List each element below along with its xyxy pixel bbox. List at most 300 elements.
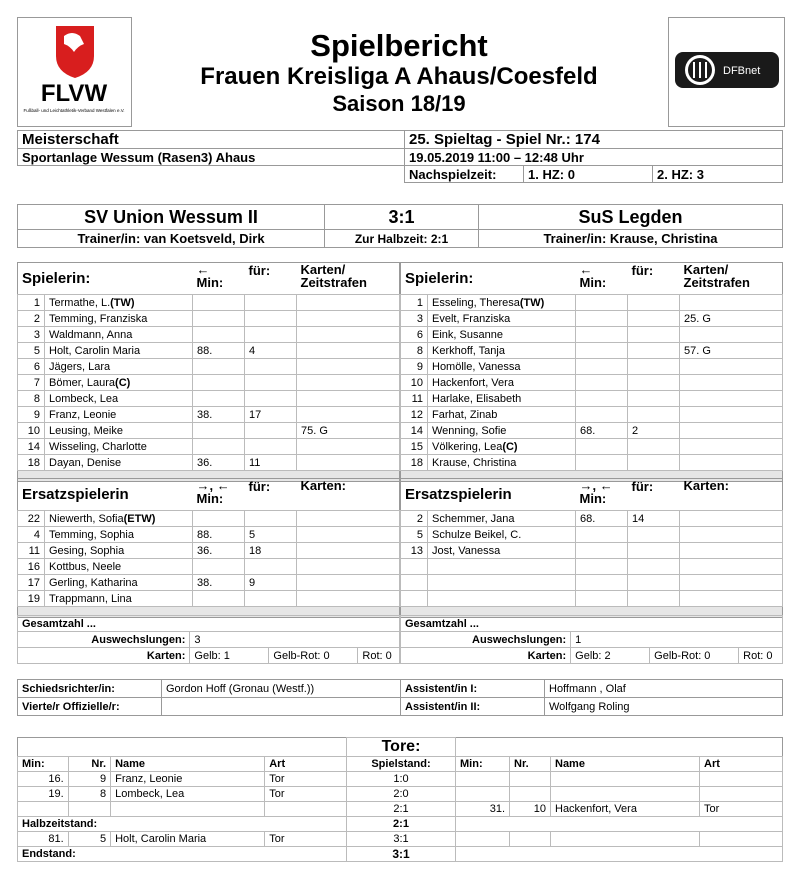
player-row: [401, 423, 783, 439]
goal-home-number: 8: [68, 787, 110, 802]
player-sub-for: [245, 375, 297, 391]
player-name: [45, 575, 193, 591]
goals-col-name-away: Name: [551, 757, 700, 772]
player-name: [45, 343, 193, 359]
goal-score: 2:0: [347, 787, 456, 802]
player-number: 8: [401, 343, 428, 359]
home-subs-count: 3: [190, 632, 400, 648]
away-coach: Trainer/in: Krause, Christina: [479, 230, 783, 248]
player-cards: [680, 391, 783, 407]
home-cards-label: Karten:: [18, 648, 190, 664]
player-name-text: Hackenfort, Vera: [432, 376, 514, 389]
player-sub-minute: 88.: [193, 527, 245, 543]
player-name: [428, 407, 576, 423]
player-number: 11: [18, 543, 45, 559]
goal-away-number: [510, 772, 551, 787]
player-sub-minute: 38.: [193, 407, 245, 423]
player-name-text: Franz, Leonie: [49, 408, 117, 421]
assistant1-label: Assistent/in I:: [401, 680, 545, 698]
player-name-text: Kerkhoff, Tanja: [432, 344, 505, 357]
player-sub-for: [628, 343, 680, 359]
player-number: 18: [18, 455, 45, 471]
goal-away-name: [551, 787, 700, 802]
player-row: [401, 327, 783, 343]
player-sub-for: [628, 391, 680, 407]
player-name-text: Termathe, L.: [49, 296, 111, 309]
matchday: 25. Spieltag - Spiel Nr.: 174: [405, 131, 783, 149]
player-row: [18, 543, 400, 559]
player-number: 3: [18, 327, 45, 343]
player-cards: [680, 527, 783, 543]
player-row: [18, 295, 400, 311]
away-subs-header-min: →, ← Min:: [579, 478, 613, 506]
player-sub-minute: [576, 439, 628, 455]
goal-away-number: 10: [510, 802, 551, 817]
match-info: [17, 130, 783, 183]
player-number: 10: [18, 423, 45, 439]
home-subs-header-cards: Karten:: [300, 478, 347, 493]
player-number: 13: [401, 543, 428, 559]
player-sub-minute: [193, 439, 245, 455]
away-team: SuS Legden: [479, 205, 783, 230]
player-sub-minute: 36.: [193, 543, 245, 559]
player-row: [401, 311, 783, 327]
player-sub-minute: [193, 359, 245, 375]
away-players-header-for: für:: [631, 263, 654, 278]
goal-away-minute: [456, 787, 510, 802]
flvw-logo-text: FLVW: [40, 80, 108, 107]
player-sub-minute: 68.: [576, 423, 628, 439]
player-name-text: Gesing, Sophia: [49, 544, 125, 557]
player-row: [401, 575, 783, 591]
goal-home-type: Tor: [265, 772, 347, 787]
player-name: [428, 311, 576, 327]
player-number: 19: [18, 591, 45, 607]
goal-away-name: Hackenfort, Vera: [551, 802, 700, 817]
away-yellow: Gelb: 2: [571, 648, 650, 664]
player-sub-minute: [576, 343, 628, 359]
player-number: 18: [401, 455, 428, 471]
player-sub-for: [628, 575, 680, 591]
player-name: [45, 511, 193, 527]
player-sub-minute: [576, 407, 628, 423]
player-name-text: Temming, Sophia: [49, 528, 134, 541]
home-total-label: Gesamtzahl ...: [18, 616, 400, 632]
player-sub-minute: [193, 375, 245, 391]
player-number: [401, 575, 428, 591]
player-role-tag: (ETW): [123, 512, 156, 525]
extra-time-h1: 1. HZ: 0: [524, 166, 653, 183]
player-row: [401, 295, 783, 311]
final-score: 3:1: [325, 205, 479, 230]
player-row: [18, 527, 400, 543]
assistant1-name: Hoffmann , Olaf: [545, 680, 783, 698]
home-subs-header-for: für:: [248, 479, 271, 494]
player-row: [18, 423, 400, 439]
away-players-header-min: ← Min:: [579, 262, 607, 290]
player-row: [18, 591, 400, 607]
player-sub-for: [628, 591, 680, 607]
goal-home-minute: 19.: [18, 787, 69, 802]
player-name-text: Dayan, Denise: [49, 456, 122, 469]
player-sub-minute: [193, 391, 245, 407]
player-number: [401, 559, 428, 575]
home-players-header-min: ← Min:: [196, 262, 224, 290]
player-sub-minute: [576, 575, 628, 591]
extra-time-h2: 2. HZ: 3: [653, 166, 783, 183]
player-row: [401, 343, 783, 359]
player-number: 17: [18, 575, 45, 591]
player-name: [45, 543, 193, 559]
player-sub-minute: [576, 375, 628, 391]
player-name: [428, 527, 576, 543]
player-sub-minute: [193, 423, 245, 439]
player-name-text: Temming, Franziska: [49, 312, 148, 325]
dfbnet-logo: [669, 18, 784, 126]
home-sub-list: [17, 478, 400, 618]
player-cards: [297, 591, 400, 607]
dfbnet-logo-box: [668, 17, 785, 127]
goal-home-number: 5: [68, 832, 110, 847]
halftime-score: Zur Halbzeit: 2:1: [325, 230, 479, 248]
player-name-text: Völkering, Lea: [432, 440, 503, 453]
player-sub-minute: [193, 327, 245, 343]
goals-col-type-home: Art: [265, 757, 347, 772]
player-cards: [297, 295, 400, 311]
player-cards: [680, 511, 783, 527]
player-cards: [297, 311, 400, 327]
player-row: [401, 591, 783, 607]
goal-away-type: [700, 772, 783, 787]
player-sub-for: 11: [245, 455, 297, 471]
player-row: [18, 407, 400, 423]
player-row: [401, 543, 783, 559]
final-label: Endstand:: [18, 847, 347, 862]
player-sub-minute: [576, 527, 628, 543]
player-sub-minute: [576, 543, 628, 559]
player-number: 2: [401, 511, 428, 527]
player-number: 14: [18, 439, 45, 455]
player-sub-for: 18: [245, 543, 297, 559]
player-sub-minute: [576, 591, 628, 607]
player-number: 1: [401, 295, 428, 311]
away-players-header-name: Spielerin:: [405, 270, 474, 287]
player-row: [18, 359, 400, 375]
player-number: 5: [401, 527, 428, 543]
player-row: [401, 527, 783, 543]
goals-title: Tore:: [347, 738, 456, 757]
player-name-text: Schulze Beikel, C.: [432, 528, 522, 541]
player-sub-minute: [576, 327, 628, 343]
player-cards: [297, 575, 400, 591]
assistant2-name: Wolfgang Roling: [545, 698, 783, 716]
player-name-text: Krause, Christina: [432, 456, 517, 469]
goal-away-name: [551, 832, 700, 847]
player-sub-for: [245, 295, 297, 311]
goals-col-name-home: Name: [111, 757, 265, 772]
player-cards: [297, 559, 400, 575]
goals-col-nr-home: Nr.: [68, 757, 110, 772]
player-role-tag: (TW): [110, 296, 135, 309]
player-sub-minute: [576, 311, 628, 327]
goal-score: 3:1: [347, 832, 456, 847]
player-row: [18, 559, 400, 575]
goal-home-minute: 16.: [18, 772, 69, 787]
player-sub-minute: 38.: [193, 575, 245, 591]
goal-away-name: [551, 772, 700, 787]
goals-col-score: Spielstand:: [347, 757, 456, 772]
player-cards: [297, 359, 400, 375]
player-number: 14: [401, 423, 428, 439]
player-cards: [297, 543, 400, 559]
player-name: [45, 391, 193, 407]
player-sub-minute: [193, 511, 245, 527]
player-sub-for: [628, 311, 680, 327]
player-sub-minute: [576, 391, 628, 407]
player-name: [428, 423, 576, 439]
flvw-logo: [18, 18, 131, 126]
player-row: [18, 311, 400, 327]
player-name-text: Jost, Vanessa: [432, 544, 501, 557]
goal-away-type: [700, 787, 783, 802]
player-name: [428, 543, 576, 559]
player-cards: [680, 295, 783, 311]
flvw-logo-subtext: Fußball- und Leichtathletik-Verband Westfalen e.V.: [23, 108, 125, 113]
player-sub-minute: [576, 295, 628, 311]
player-cards: 57. G: [680, 343, 783, 359]
player-sub-minute: [193, 311, 245, 327]
away-players-table: [400, 262, 783, 482]
player-name: [45, 591, 193, 607]
player-cards: [297, 439, 400, 455]
player-number: 11: [401, 391, 428, 407]
home-red: Rot: 0: [358, 648, 400, 664]
player-name: [45, 295, 193, 311]
player-cards: [297, 327, 400, 343]
player-cards: [680, 359, 783, 375]
player-row: [18, 575, 400, 591]
player-name: [428, 295, 576, 311]
halftime-label: Halbzeitstand:: [18, 817, 347, 832]
player-number: 1: [18, 295, 45, 311]
player-name-text: Wisseling, Charlotte: [49, 440, 147, 453]
player-name: [45, 559, 193, 575]
player-number: 5: [18, 343, 45, 359]
player-sub-for: 4: [245, 343, 297, 359]
player-cards: 75. G: [297, 423, 400, 439]
season-title: Saison 18/19: [332, 91, 466, 116]
player-name: [428, 439, 576, 455]
player-sub-minute: [193, 591, 245, 607]
player-cards: [680, 455, 783, 471]
away-summary: [400, 615, 783, 664]
player-cards: [680, 327, 783, 343]
player-sub-minute: 88.: [193, 343, 245, 359]
player-cards: [297, 511, 400, 527]
player-cards: [680, 559, 783, 575]
goal-away-minute: [456, 832, 510, 847]
player-row: [18, 375, 400, 391]
home-yellowred: Gelb-Rot: 0: [269, 648, 358, 664]
player-cards: [297, 527, 400, 543]
goal-home-type: Tor: [265, 787, 347, 802]
player-number: 4: [18, 527, 45, 543]
player-name-text: Wenning, Sofie: [432, 424, 507, 437]
player-cards: [680, 591, 783, 607]
player-cards: [297, 455, 400, 471]
player-name-text: Homölle, Vanessa: [432, 360, 521, 373]
home-yellow: Gelb: 1: [190, 648, 269, 664]
player-row: [401, 439, 783, 455]
player-row: [401, 391, 783, 407]
goal-home-name: Lombeck, Lea: [111, 787, 265, 802]
player-name: [45, 423, 193, 439]
player-sub-for: 14: [628, 511, 680, 527]
player-name-text: Niewerth, Sofia: [49, 512, 124, 525]
player-name: [428, 511, 576, 527]
goal-away-number: [510, 832, 551, 847]
player-row: [18, 511, 400, 527]
home-subs-header-name: Ersatzspielerin: [22, 486, 129, 503]
home-subs-table: [17, 478, 400, 618]
teams-bar: [17, 204, 783, 248]
player-number: 6: [401, 327, 428, 343]
player-cards: [680, 439, 783, 455]
away-subs-header-for: für:: [631, 479, 654, 494]
player-sub-for: [245, 327, 297, 343]
player-role-tag: (C): [502, 440, 518, 453]
player-sub-for: 9: [245, 575, 297, 591]
player-row: [401, 375, 783, 391]
player-name-text: Leusing, Meike: [49, 424, 123, 437]
player-name: [45, 439, 193, 455]
player-sub-for: [245, 439, 297, 455]
player-sub-for: [245, 559, 297, 575]
player-number: 6: [18, 359, 45, 375]
goal-away-minute: [456, 772, 510, 787]
player-sub-for: [628, 359, 680, 375]
player-row: [18, 439, 400, 455]
player-role-tag: (C): [115, 376, 131, 389]
goal-row: [18, 787, 783, 802]
away-sub-list: [400, 478, 783, 618]
venue: Sportanlage Wessum (Rasen3) Ahaus: [18, 149, 405, 166]
away-subs-header-name: Ersatzspielerin: [405, 486, 512, 503]
player-sub-for: 2: [628, 423, 680, 439]
player-sub-for: 17: [245, 407, 297, 423]
goal-row: [18, 772, 783, 787]
player-row: [18, 455, 400, 471]
player-row: [18, 327, 400, 343]
player-name: [428, 375, 576, 391]
goals-col-min-home: Min:: [18, 757, 69, 772]
home-players-header-for: für:: [248, 263, 271, 278]
player-sub-for: [628, 527, 680, 543]
away-total-label: Gesamtzahl ...: [401, 616, 783, 632]
player-number: 9: [18, 407, 45, 423]
player-name-text: Trappmann, Lina: [49, 592, 132, 605]
player-name-text: Waldmann, Anna: [49, 328, 133, 341]
goal-row: [18, 832, 783, 847]
player-sub-for: [628, 327, 680, 343]
goal-home-number: [68, 802, 110, 817]
player-name-text: Harlake, Elisabeth: [432, 392, 522, 405]
player-cards: [680, 423, 783, 439]
goals-col-nr-away: Nr.: [510, 757, 551, 772]
player-sub-for: [245, 591, 297, 607]
player-row: [401, 359, 783, 375]
goals-col-min-away: Min:: [456, 757, 510, 772]
goal-away-type: [700, 832, 783, 847]
player-name-text: Jägers, Lara: [49, 360, 111, 373]
home-team: SV Union Wessum II: [18, 205, 325, 230]
fourth-official-name: [162, 698, 401, 716]
player-role-tag: (TW): [519, 296, 545, 309]
player-number: 12: [401, 407, 428, 423]
page-title: Spielbericht: [310, 28, 488, 63]
player-cards: [680, 375, 783, 391]
goal-home-name: Franz, Leonie: [111, 772, 265, 787]
player-row: [18, 391, 400, 407]
player-name: [45, 375, 193, 391]
player-sub-minute: [576, 359, 628, 375]
player-number: 2: [18, 311, 45, 327]
away-subs-header-cards: Karten:: [683, 478, 730, 493]
player-name: [45, 359, 193, 375]
player-row: [401, 511, 783, 527]
goal-away-number: [510, 787, 551, 802]
player-sub-minute: [193, 295, 245, 311]
home-players-header-name: Spielerin:: [22, 270, 91, 287]
player-name-text: Farhat, Zinab: [432, 408, 498, 421]
player-name: [45, 311, 193, 327]
player-name: [428, 359, 576, 375]
player-sub-for: [245, 311, 297, 327]
player-sub-for: [245, 511, 297, 527]
player-name-text: Bömer, Laura: [49, 376, 116, 389]
player-name: [45, 327, 193, 343]
away-cards-label: Karten:: [401, 648, 571, 664]
home-player-list: [17, 262, 400, 482]
player-row: [401, 559, 783, 575]
player-name-text: Gerling, Katharina: [49, 576, 138, 589]
player-number: 7: [18, 375, 45, 391]
player-sub-for: [245, 423, 297, 439]
player-row: [401, 455, 783, 471]
player-sub-for: [628, 543, 680, 559]
player-number: 8: [18, 391, 45, 407]
player-sub-for: [628, 559, 680, 575]
home-players-table: [17, 262, 400, 482]
player-row: [18, 343, 400, 359]
referee-name: Gordon Hoff (Gronau (Westf.)): [162, 680, 401, 698]
player-number: 22: [18, 511, 45, 527]
away-subs-table: [400, 478, 783, 618]
player-name: [428, 575, 576, 591]
assistant2-label: Assistent/in II:: [401, 698, 545, 716]
player-sub-minute: [576, 559, 628, 575]
home-players-header-cards: Karten/ Zeitstrafen: [300, 262, 367, 290]
goals-col-type-away: Art: [700, 757, 783, 772]
halftime-goal-score: 2:1: [347, 817, 456, 832]
home-subs-header-min: →, ← Min:: [196, 478, 230, 506]
player-name-text: Evelt, Franziska: [432, 312, 511, 325]
player-sub-for: [245, 391, 297, 407]
goal-score: 2:1: [347, 802, 456, 817]
away-yellowred: Gelb-Rot: 0: [650, 648, 739, 664]
goal-score: 1:0: [347, 772, 456, 787]
league-title: Frauen Kreisliga A Ahaus/Coesfeld: [200, 63, 598, 90]
